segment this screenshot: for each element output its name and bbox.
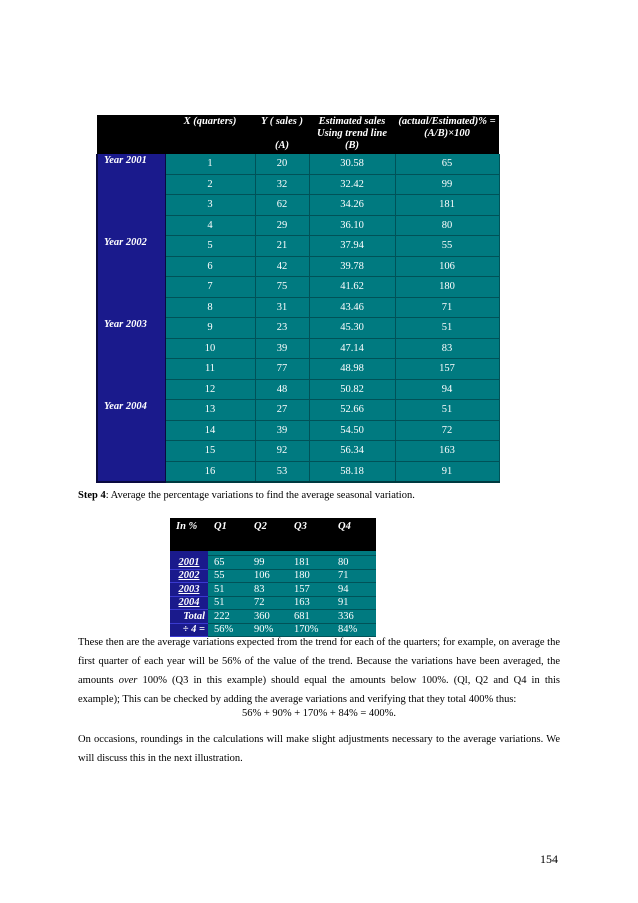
quarter-cell: 10: [165, 338, 255, 359]
table-row: [97, 400, 499, 421]
quarter-value-cell: 336: [332, 610, 376, 624]
estimate-cell: 52.66: [309, 400, 395, 421]
quarter-cell: 14: [165, 420, 255, 441]
estimate-cell: 58.18: [309, 461, 395, 482]
step4-body: : Average the percentage variations to find the average seasonal variation.: [105, 490, 415, 501]
quarter-cell: 7: [165, 277, 255, 298]
page-number: 154: [540, 852, 558, 866]
estimate-cell: 54.50: [309, 420, 395, 441]
sales-cell: 62: [255, 195, 309, 216]
row-label: [170, 556, 208, 570]
year-label: Year 2003: [97, 318, 165, 400]
quarter-cell: 13: [165, 400, 255, 421]
quarter-cell: 15: [165, 441, 255, 462]
percent-cell: 51: [395, 400, 499, 421]
trend-table: [96, 115, 500, 483]
header-in-percent: In %: [170, 518, 208, 551]
percent-cell: 99: [395, 174, 499, 195]
estimate-cell: 43.46: [309, 297, 395, 318]
header-percent: (actual/Estimated)% = (A/B)×100: [395, 115, 499, 154]
header-q2: Q2: [248, 518, 288, 551]
quarter-value-cell: 83: [248, 583, 288, 597]
percent-cell: 71: [395, 297, 499, 318]
quarter-value-cell: 681: [288, 610, 332, 624]
quarter-value-cell: 51: [208, 583, 248, 597]
quarter-value-cell: 222: [208, 610, 248, 624]
quarter-cell: 5: [165, 236, 255, 257]
estimate-cell: 39.78: [309, 256, 395, 277]
header-estimated-label: Estimated sales Using trend line: [316, 116, 387, 139]
header-estimated: [309, 115, 395, 154]
row-label: [170, 583, 208, 597]
row-label: [170, 569, 208, 583]
sales-cell: 77: [255, 359, 309, 380]
estimate-cell: 45.30: [309, 318, 395, 339]
header-blank: [97, 115, 165, 154]
sales-cell: 92: [255, 441, 309, 462]
seasonal-variation-table: [170, 518, 376, 637]
header-q4: Q4: [332, 518, 376, 551]
year-label: Year 2004: [97, 400, 165, 483]
quarter-cell: 11: [165, 359, 255, 380]
sales-cell: 53: [255, 461, 309, 482]
percent-cell: 83: [395, 338, 499, 359]
table-row: [170, 610, 376, 624]
table-row: [170, 556, 376, 570]
quarter-value-cell: 84%: [332, 623, 376, 637]
sales-cell: 48: [255, 379, 309, 400]
quarter-cell: 8: [165, 297, 255, 318]
table-row: [97, 236, 499, 257]
percent-cell: 65: [395, 154, 499, 174]
sales-cell: 42: [255, 256, 309, 277]
estimate-cell: 36.10: [309, 215, 395, 236]
percent-cell: 91: [395, 461, 499, 482]
quarter-cell: 4: [165, 215, 255, 236]
percent-cell: 55: [395, 236, 499, 257]
para1-part-a: These then are the average variations expected from the trend for each of the quarters; for example, on average the first quarter of each year will be 56% of the value of the trend. Because the variations have been averaged, the amounts: [78, 637, 560, 686]
sales-cell: 31: [255, 297, 309, 318]
row-label: [170, 596, 208, 610]
estimate-cell: 48.98: [309, 359, 395, 380]
explanation-paragraph: [78, 633, 560, 709]
percent-cell: 72: [395, 420, 499, 441]
quarter-cell: 3: [165, 195, 255, 216]
quarter-value-cell: 170%: [288, 623, 332, 637]
year-label: Year 2002: [97, 236, 165, 318]
header-y-sub: (A): [275, 140, 289, 151]
seasonal-table-body: [170, 551, 376, 637]
percent-cell: 51: [395, 318, 499, 339]
header-x: X (quarters): [165, 115, 255, 154]
step4-label: Step 4: [78, 490, 106, 501]
estimate-cell: 30.58: [309, 154, 395, 174]
table-row: [170, 583, 376, 597]
quarter-value-cell: 72: [248, 596, 288, 610]
quarter-cell: 16: [165, 461, 255, 482]
rounding-paragraph: On occasions, roundings in the calculations will make slight adjustments necessary to the average variations. We will discuss this in the next illustration.: [78, 734, 560, 764]
percent-cell: 80: [395, 215, 499, 236]
quarter-value-cell: 51: [208, 596, 248, 610]
quarter-cell: 2: [165, 174, 255, 195]
estimate-cell: 47.14: [309, 338, 395, 359]
estimate-cell: 34.26: [309, 195, 395, 216]
sum-equation: 56% + 90% + 170% + 84% = 400%.: [241, 708, 397, 719]
row-label-text: 2001: [178, 556, 200, 568]
quarter-value-cell: 80: [332, 556, 376, 570]
sales-cell: 21: [255, 236, 309, 257]
table-row: [170, 569, 376, 583]
quarter-cell: 1: [165, 154, 255, 174]
percent-cell: 180: [395, 277, 499, 298]
row-label-text: Total: [183, 610, 205, 622]
sales-cell: 75: [255, 277, 309, 298]
seasonal-table-header: [170, 518, 376, 551]
row-label-text: 2003: [178, 583, 200, 595]
quarter-value-cell: 181: [288, 556, 332, 570]
quarter-value-cell: 94: [332, 583, 376, 597]
percent-cell: 181: [395, 195, 499, 216]
sales-cell: 23: [255, 318, 309, 339]
sales-cell: 39: [255, 338, 309, 359]
header-estimated-sub: (B): [345, 140, 359, 151]
sales-cell: 29: [255, 215, 309, 236]
row-label: [170, 610, 208, 624]
step4-text: [78, 488, 560, 503]
quarter-value-cell: 91: [332, 596, 376, 610]
quarter-value-cell: 180: [288, 569, 332, 583]
table-row: [170, 596, 376, 610]
quarter-cell: 6: [165, 256, 255, 277]
para1-part-b: 100% (Q3 in this example) should equal the amounts below 100%. (Ql, Q2 and Q4 in this example); This can be checked by adding the average variations and verifying that they total 400% thus:: [78, 675, 560, 705]
percent-cell: 94: [395, 379, 499, 400]
estimate-cell: 50.82: [309, 379, 395, 400]
percent-cell: 163: [395, 441, 499, 462]
quarter-value-cell: 157: [288, 583, 332, 597]
table-row: [97, 318, 499, 339]
quarter-value-cell: 71: [332, 569, 376, 583]
estimate-cell: 32.42: [309, 174, 395, 195]
quarter-value-cell: 55: [208, 569, 248, 583]
header-q1: Q1: [208, 518, 248, 551]
estimate-cell: 37.94: [309, 236, 395, 257]
estimate-cell: 41.62: [309, 277, 395, 298]
estimate-cell: 56.34: [309, 441, 395, 462]
quarter-value-cell: 163: [288, 596, 332, 610]
header-q3: Q3: [288, 518, 332, 551]
trend-table-header: [97, 115, 499, 154]
para1-over: over: [118, 675, 138, 686]
quarter-value-cell: 65: [208, 556, 248, 570]
sales-cell: 32: [255, 174, 309, 195]
quarter-value-cell: 106: [248, 569, 288, 583]
row-label-text: 2004: [178, 597, 200, 609]
header-y-label: Y ( sales ): [261, 116, 303, 127]
trend-table-body: [97, 154, 499, 482]
quarter-cell: 9: [165, 318, 255, 339]
quarter-cell: 12: [165, 379, 255, 400]
header-y: [255, 115, 309, 154]
sales-cell: 27: [255, 400, 309, 421]
sales-cell: 39: [255, 420, 309, 441]
row-label-text: ÷ 4 =: [182, 624, 205, 636]
percent-cell: 157: [395, 359, 499, 380]
percent-cell: 106: [395, 256, 499, 277]
row-label-text: 2002: [178, 570, 200, 582]
year-label: Year 2001: [97, 154, 165, 236]
sales-cell: 20: [255, 154, 309, 174]
quarter-value-cell: 99: [248, 556, 288, 570]
quarter-value-cell: 56%: [208, 623, 248, 637]
quarter-value-cell: 90%: [248, 623, 288, 637]
quarter-value-cell: 360: [248, 610, 288, 624]
table-row: [97, 154, 499, 174]
